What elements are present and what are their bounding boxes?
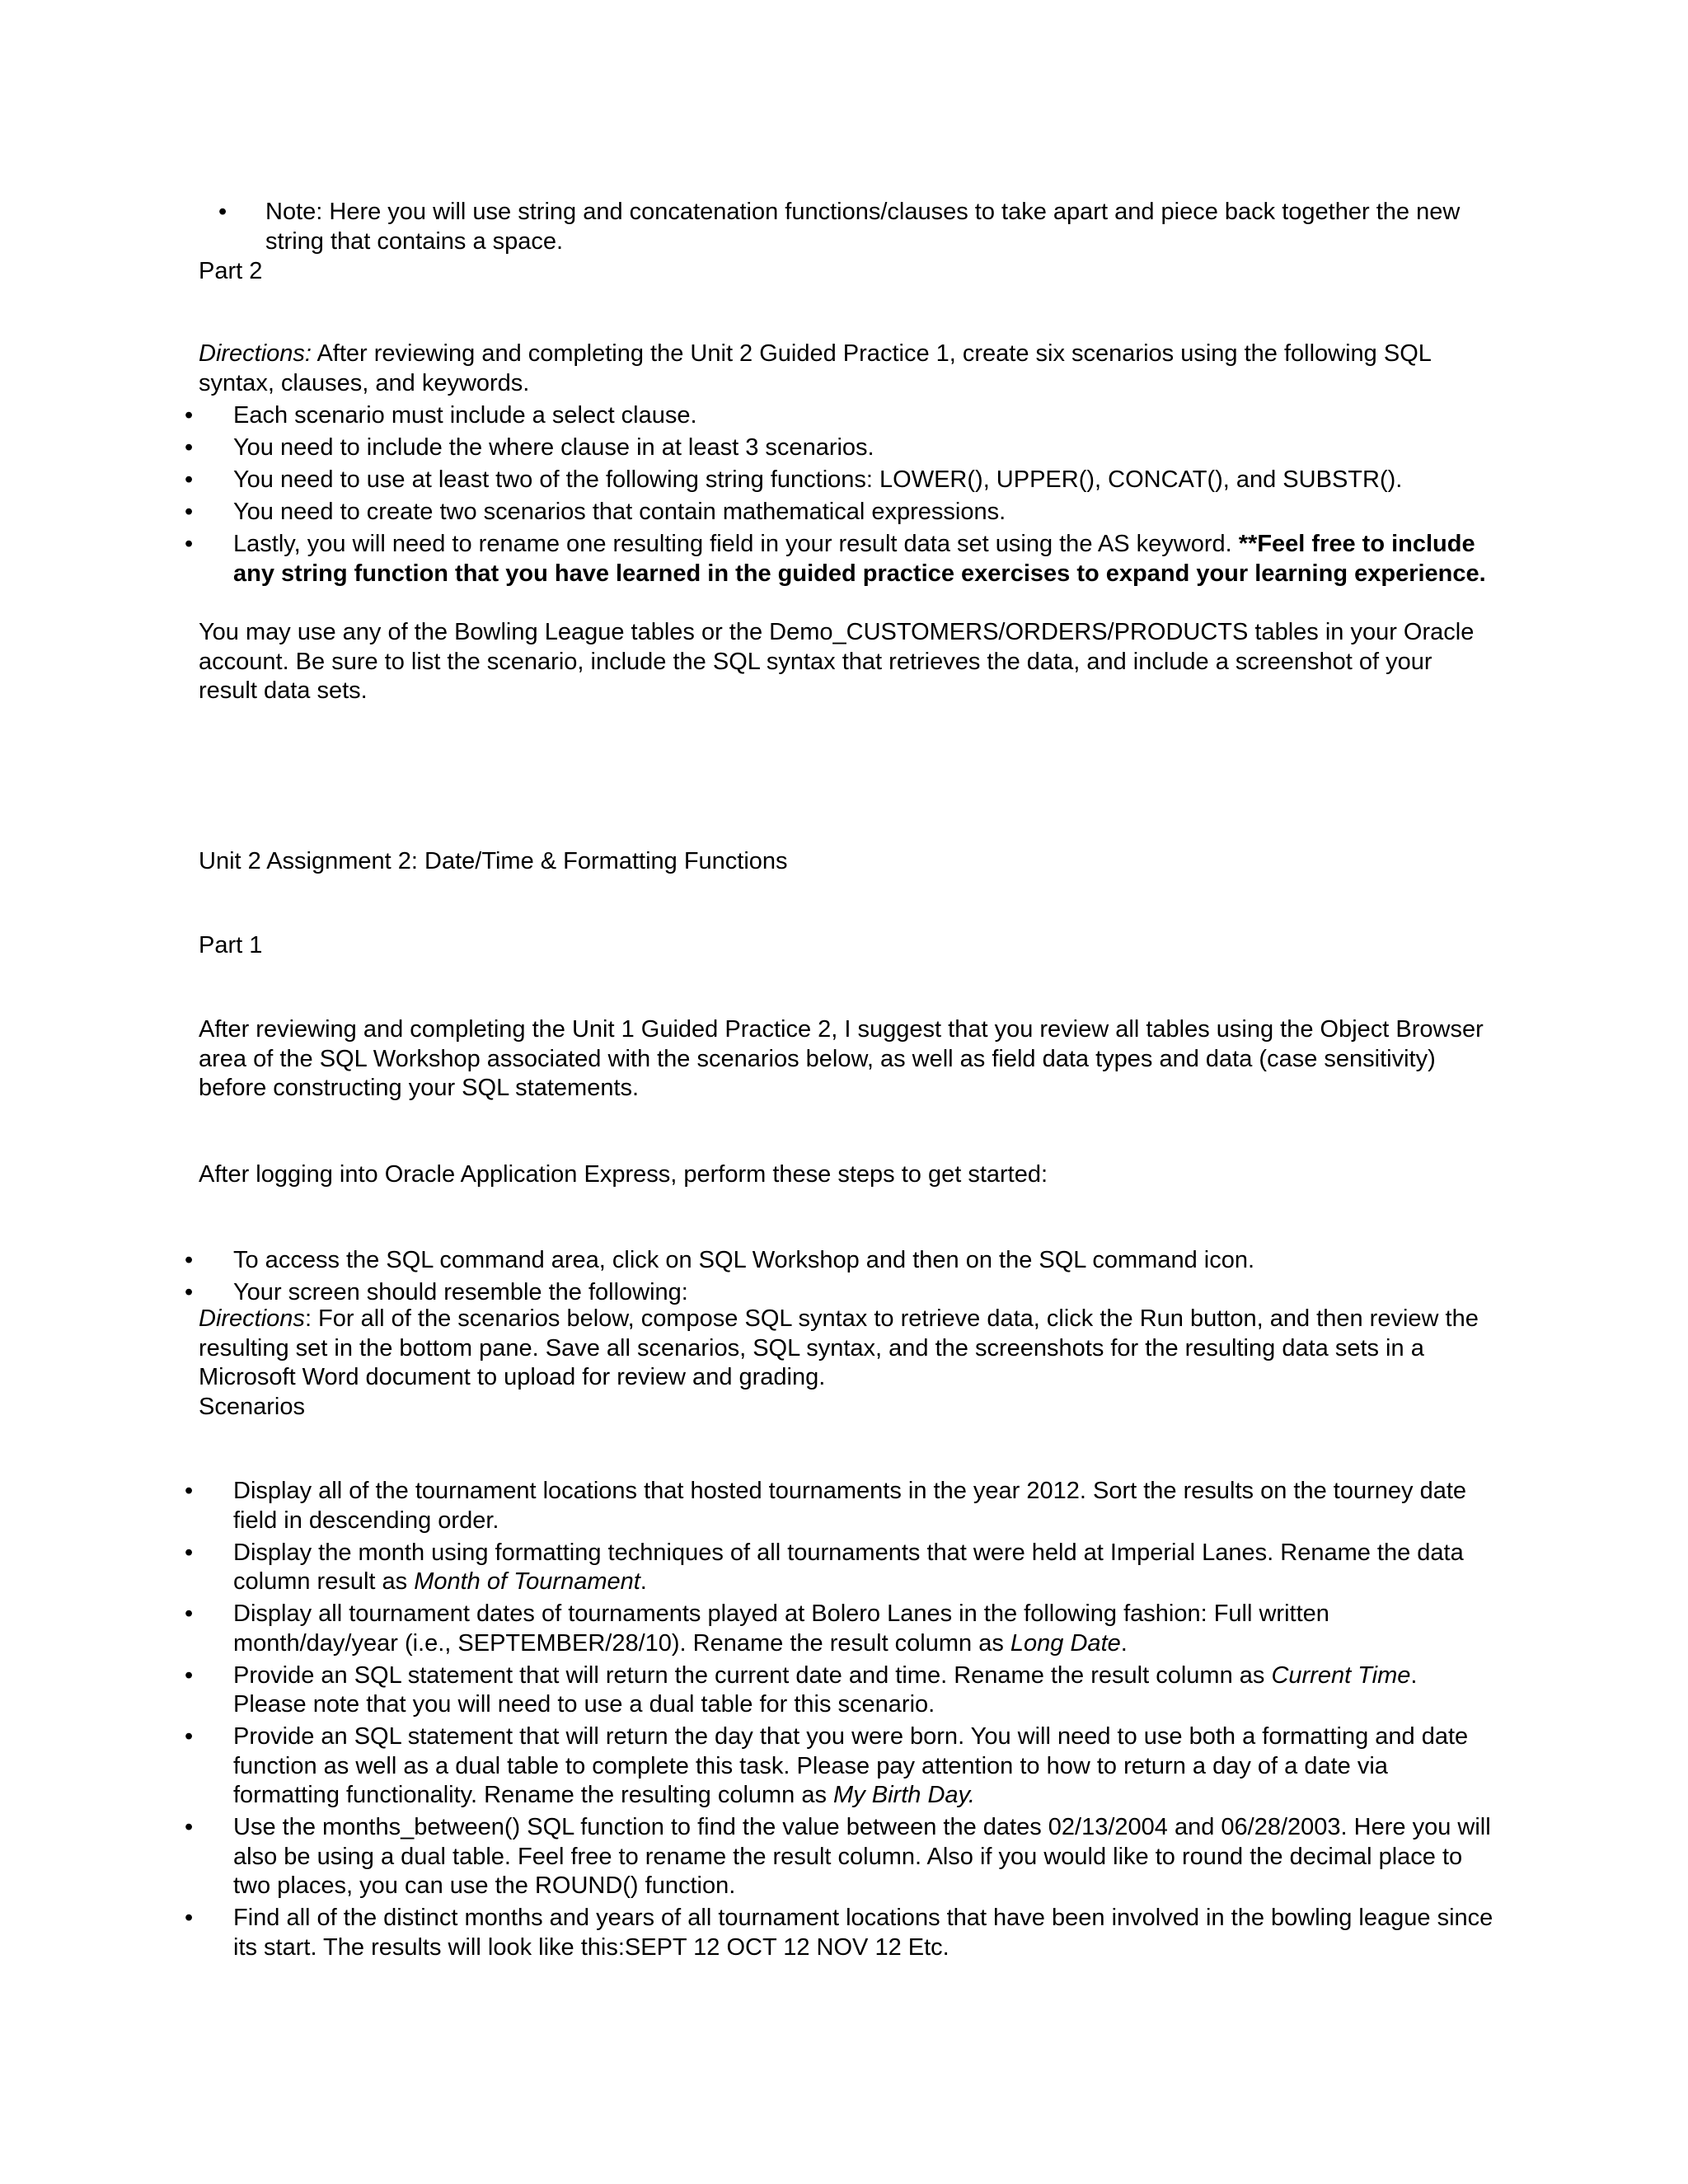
list-item-italic: My Birth Day. [833, 1782, 975, 1808]
list-item-italic: Long Date [1010, 1629, 1121, 1657]
list-item-text: Provide an SQL statement that will return the day that you were born. You will need to use both a formatting and date function as well as a dual table to complete this task. Please pay attention to how to return a day of a date via formatting functionality. Rename the resulting column as [233, 1723, 1469, 1808]
list-item [185, 1278, 1494, 1308]
list-item-text: You need to use at least two of the following string functions: LOWER(), UPPER(), CONCAT(), and SUBSTR(). [233, 466, 1403, 493]
part2-directions-label: Directions: [199, 340, 312, 367]
list-item-italic: Current Time [1271, 1661, 1411, 1689]
list-item [185, 1600, 1494, 1658]
list-item [185, 1813, 1494, 1901]
list-item-italic: Month of Tournament [414, 1568, 640, 1595]
list-item [185, 1539, 1494, 1597]
bullet-icon: • [185, 499, 194, 525]
list-item-text: . [1120, 1629, 1128, 1657]
bullet-icon: • [185, 1814, 194, 1840]
bullet-icon: • [185, 402, 194, 429]
note-bullet [218, 198, 1461, 256]
list-item-text: Display all tournament dates of tournaments played at Bolero Lanes in the following fashion: Full written month/day/year (i.e., SEPTEMBER/28/10). Rename the result column as [233, 1601, 1329, 1657]
part2-heading: Part 2 [199, 258, 263, 284]
list-item [185, 1661, 1494, 1720]
steps-list [185, 1246, 1494, 1310]
list-item [185, 498, 1494, 527]
bullet-icon: • [185, 1247, 194, 1273]
bullet-icon: • [185, 1661, 194, 1689]
list-item [185, 1722, 1494, 1811]
part2-directions-text: After reviewing and completing the Unit 2 Guided Practice 1, create six scenarios using the following SQL syntax, clauses, and keywords. [199, 340, 1431, 396]
bullet-icon: • [185, 1723, 194, 1750]
scenarios-list [185, 1477, 1494, 1966]
list-item-text: . [640, 1568, 647, 1595]
list-item [185, 434, 1494, 463]
list-item [185, 530, 1494, 588]
list-item-bold-text: **Feel free to include any string function that you have learned in the guided practice exercises to expand your learning experience. [233, 531, 1486, 587]
bullet-icon: • [185, 1478, 194, 1504]
list-item-text: You need to include the where clause in at least 3 scenarios. [233, 434, 874, 461]
assignment-directions-text: : For all of the scenarios below, compose SQL syntax to retrieve data, click the Run button, and then review the resulting set in the bottom pane. Save all scenarios, SQL syntax, and the screenshots for the resulting data sets in a Microsoft Word document to upload for review and grading. [199, 1305, 1479, 1390]
list-item [185, 1477, 1494, 1535]
list-item [185, 401, 1494, 431]
part2-requirements-list [185, 401, 1494, 592]
list-item-text: You need to create two scenarios that contain mathematical expressions. [233, 499, 1006, 525]
list-item-text: Provide an SQL statement that will return the current date and time. Rename the result column as [233, 1661, 1272, 1689]
list-item [185, 1246, 1494, 1276]
part1-heading: Part 1 [199, 932, 263, 958]
assignment-title: Unit 2 Assignment 2: Date/Time & Formatting Functions [199, 848, 788, 874]
list-item-text: Find all of the distinct months and years of all tournament locations that have been involved in the bowling league since its start. The results will look like this:SEPT 12 OCT 12 NOV 12 Etc. [233, 1905, 1493, 1961]
bullet-icon: • [185, 1905, 194, 1931]
note-list [218, 198, 1461, 260]
list-item [185, 466, 1494, 495]
assignment-intro: After reviewing and completing the Unit 1 Guided Practice 2, I suggest that you review all tables using the Object Browser area of the SQL Workshop associated with the scenarios below, as well as field data types and data (case sensitivity) before constructing your SQL statements. [199, 1016, 1484, 1101]
list-item-text: To access the SQL command area, click on SQL Workshop and then on the SQL command icon. [233, 1247, 1255, 1273]
bullet-icon: • [185, 531, 194, 557]
assignment-directions [199, 1305, 1493, 1393]
list-item-text: Each scenario must include a select clause. [233, 402, 697, 429]
login-line: After logging into Oracle Application Express, perform these steps to get started: [199, 1161, 1048, 1188]
list-item-text: . Please note that you will need to use a dual table for this scenario. [233, 1661, 1418, 1718]
list-item-text: Display all of the tournament locations that hosted tournaments in the year 2012. Sort the results on the tourney date field in descending order. [233, 1478, 1467, 1534]
bullet-icon: • [185, 1279, 194, 1305]
part2-closing: You may use any of the Bowling League tables or the Demo_CUSTOMERS/ORDERS/PRODUCTS tables in your Oracle account. Be sure to list the scenario, include the SQL syntax that retrieves the data, and include a screenshot of your result data sets. [199, 619, 1475, 704]
list-item [185, 1904, 1494, 1962]
bullet-icon: • [218, 199, 227, 225]
assignment-directions-label: Directions [199, 1305, 305, 1332]
bullet-icon: • [185, 466, 194, 493]
scenarios-heading: Scenarios [199, 1394, 305, 1420]
bullet-icon: • [185, 1539, 194, 1566]
list-item-text: Display the month using formatting techniques of all tournaments that were held at Imperial Lanes. Rename the data column result as [233, 1539, 1464, 1595]
note-text: Note: Here you will use string and concatenation functions/clauses to take apart and piece back together the new string that contains a space. [265, 199, 1461, 255]
list-item-text: Use the months_between() SQL function to find the value between the dates 02/13/2004 and 06/28/2003. Here you will also be using a dual table. Feel free to rename the result column. Also if you would like to round the decimal place to two places, you can use the ROUND() function. [233, 1814, 1491, 1899]
part2-directions [199, 340, 1493, 398]
list-item-text: Lastly, you will need to rename one resulting field in your result data set using the AS keyword. [233, 531, 1239, 557]
bullet-icon: • [185, 434, 194, 461]
bullet-icon: • [185, 1601, 194, 1627]
list-item-text: Your screen should resemble the following: [233, 1279, 688, 1305]
